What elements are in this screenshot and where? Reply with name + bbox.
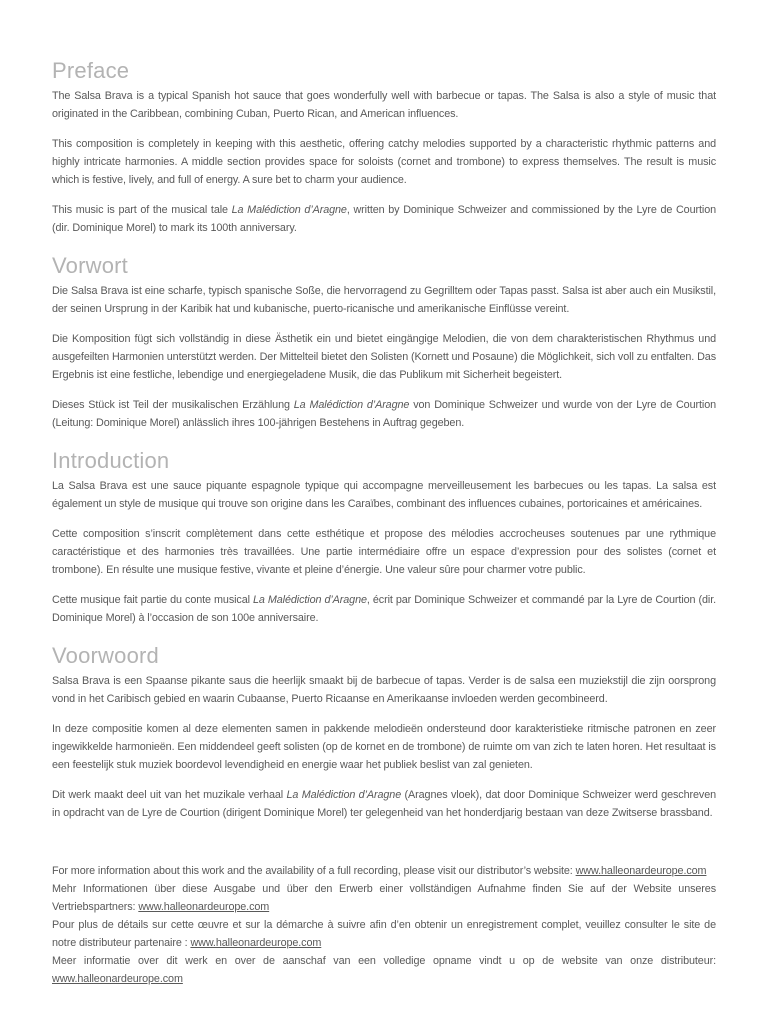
section-introduction — [52, 449, 716, 627]
voorwoord-paragraph-2: In deze compositie komen al deze elementen samen in pakkende melodieën ondersteund door karakteristieke ritmische patronen en zeer ingewikkelde harmonieën. Een middendeel geeft solisten (op de kornet en de trombone) de ruimte om van zich te laten horen. Het resultaat is een feestelijk stuk muziek boordevol levendigheid en energie waar het publiek beslist van zal genieten. — [52, 723, 716, 771]
text-run: For more information about this work and the availability of a full recording, please visit our distributor’s website: — [52, 865, 576, 877]
vorwort-paragraph-2: Die Komposition fügt sich vollständig in diese Ästhetik ein und bietet eingängige Melodien, die von dem charakteristischen Rhythmus und ausgefeilten Harmonien unterstützt werden. Der Mittelteil bietet den Solisten (Kornett und Posaune) die Möglichkeit, sich voll zu entfalten. Das Ergebnis ist eine festliche, lebendige und energiegeladene Musik, die das Publikum mit Sicherheit begeistert. — [52, 333, 716, 381]
work-title-italic: La Malédiction d’Aragne — [286, 789, 402, 801]
text-run: Dieses Stück ist Teil der musikalischen Erzählung — [52, 399, 294, 411]
preface-paragraph-2: This composition is completely in keeping with this aesthetic, offering catchy melodies supported by a characteristic rhythmic patterns and highly intricate harmonies. A middle section provides space for soloists (cornet and trombone) to express themselves. The result is music which is festive, lively, and full of energy. A sure bet to charm your audience. — [52, 138, 716, 186]
voorwoord-paragraph-1: Salsa Brava is een Spaanse pikante saus die heerlijk smaakt bij de barbecue of tapas. Verder is de salsa een muziekstijl die zijn oorsprong vond in het Caribisch gebied en waarin Cubaanse, Puerto Ricaanse en Amerikaanse invloeden werden gecombineerd. — [52, 675, 716, 705]
footer-line-fr — [52, 916, 716, 952]
text-run: , written by Dominique Schweizer and commissioned by the Lyre de Courtion (dir. Dominique Morel) to mark its 100th anniversary. — [52, 204, 716, 234]
vorwort-paragraph-1: Die Salsa Brava ist eine scharfe, typisch spanische Soße, die hervorragend zu Gegrilltem oder Tapas passt. Salsa ist aber auch ein Musikstil, der seinen Ursprung in der Karibik hat und kubanische, puerto-ricanische und amerikanische Einflüsse vereint. — [52, 285, 716, 315]
section-heading-vorwort: Vorwort — [52, 253, 128, 278]
footer-line-en — [52, 862, 716, 880]
text-run: (Aragnes vloek), dat door Dominique Schweizer werd geschreven in opdracht van de Lyre de Courtion (dirigent Dominique Morel) ter gelegenheid van het honderdjarig bestaan van deze Zwitserse brassband. — [52, 789, 716, 819]
section-voorwoord — [52, 644, 716, 822]
section-heading-voorwoord: Voorwoord — [52, 643, 159, 668]
work-title-italic: La Malédiction d’Aragne — [293, 399, 410, 411]
voorwoord-paragraph-3 — [52, 786, 716, 822]
distributor-link-de[interactable]: www.halleonardeurope.com — [138, 901, 270, 913]
section-vorwort — [52, 254, 716, 432]
text-run: Pour plus de détails sur cette œuvre et sur la démarche à suivre afin d’en obtenir un enregistrement complet, veuillez consulter le site de notre distributeur partenaire : — [52, 919, 716, 949]
section-preface — [52, 59, 716, 237]
text-run: Mehr Informationen über diese Ausgabe und über den Erwerb einer vollständigen Aufnahme finden Sie auf der Website unseres Vertriebspartners: — [52, 883, 716, 913]
introduction-paragraph-2: Cette composition s’inscrit complètement dans cette esthétique et propose des mélodies accrocheuses soutenues par une rythmique caractéristique et des harmonies très travaillées. Une partie intermédiaire offre un espace d’expression pour des solistes (cornet et trombone). En résulte une musique festive, vivante et pleine d’énergie. Une valeur sûre pour charmer votre public. — [52, 528, 716, 576]
text-run: Cette musique fait partie du conte musical — [52, 594, 253, 606]
work-title-italic: La Malédiction d’Aragne — [231, 204, 347, 216]
preface-paragraph-1: The Salsa Brava is a typical Spanish hot sauce that goes wonderfully well with barbecue or tapas. The Salsa is also a style of music that originated in the Caribbean, combining Cuban, Puerto Rican, and American influences. — [52, 90, 716, 120]
introduction-paragraph-3 — [52, 591, 716, 627]
text-run: von Dominique Schweizer und wurde von der Lyre de Courtion (Leitung: Dominique Morel) anlässlich ihres 100-jährigen Bestehens in Auftrag gegeben. — [52, 399, 716, 429]
text-run: Dit werk maakt deel uit van het muzikale verhaal — [52, 789, 287, 801]
text-run: This music is part of the musical tale — [52, 204, 232, 216]
work-title-italic: La Malédiction d’Aragne — [253, 594, 367, 606]
distributor-link-fr[interactable]: www.halleonardeurope.com — [190, 937, 322, 949]
introduction-paragraph-1: La Salsa Brava est une sauce piquante espagnole typique qui accompagne merveilleusement les barbecues ou les tapas. La salsa est également un style de musique qui trouve son origine dans les Caraïbes, combinant des influences cubaines, portoricaines et américaines. — [52, 480, 716, 510]
footer-line-nl — [52, 952, 716, 988]
preface-paragraph-3 — [52, 201, 716, 237]
text-run: , écrit par Dominique Schweizer et commandé par la Lyre de Courtion (dir. Dominique Morel) à l’occasion de son 100e anniversaire. — [52, 594, 716, 624]
footer-line-de — [52, 880, 716, 916]
distributor-link-en[interactable]: www.halleonardeurope.com — [575, 865, 707, 877]
section-heading-introduction: Introduction — [52, 448, 170, 473]
distributor-info-footer — [52, 862, 716, 988]
distributor-link-nl[interactable]: www.halleonardeurope.com — [52, 973, 183, 985]
section-heading-preface: Preface — [52, 58, 130, 83]
vorwort-paragraph-3 — [52, 396, 716, 432]
text-run: Meer informatie over dit werk en over de aanschaf van een volledige opname vindt u op de website van onze distributeur: — [52, 955, 716, 967]
